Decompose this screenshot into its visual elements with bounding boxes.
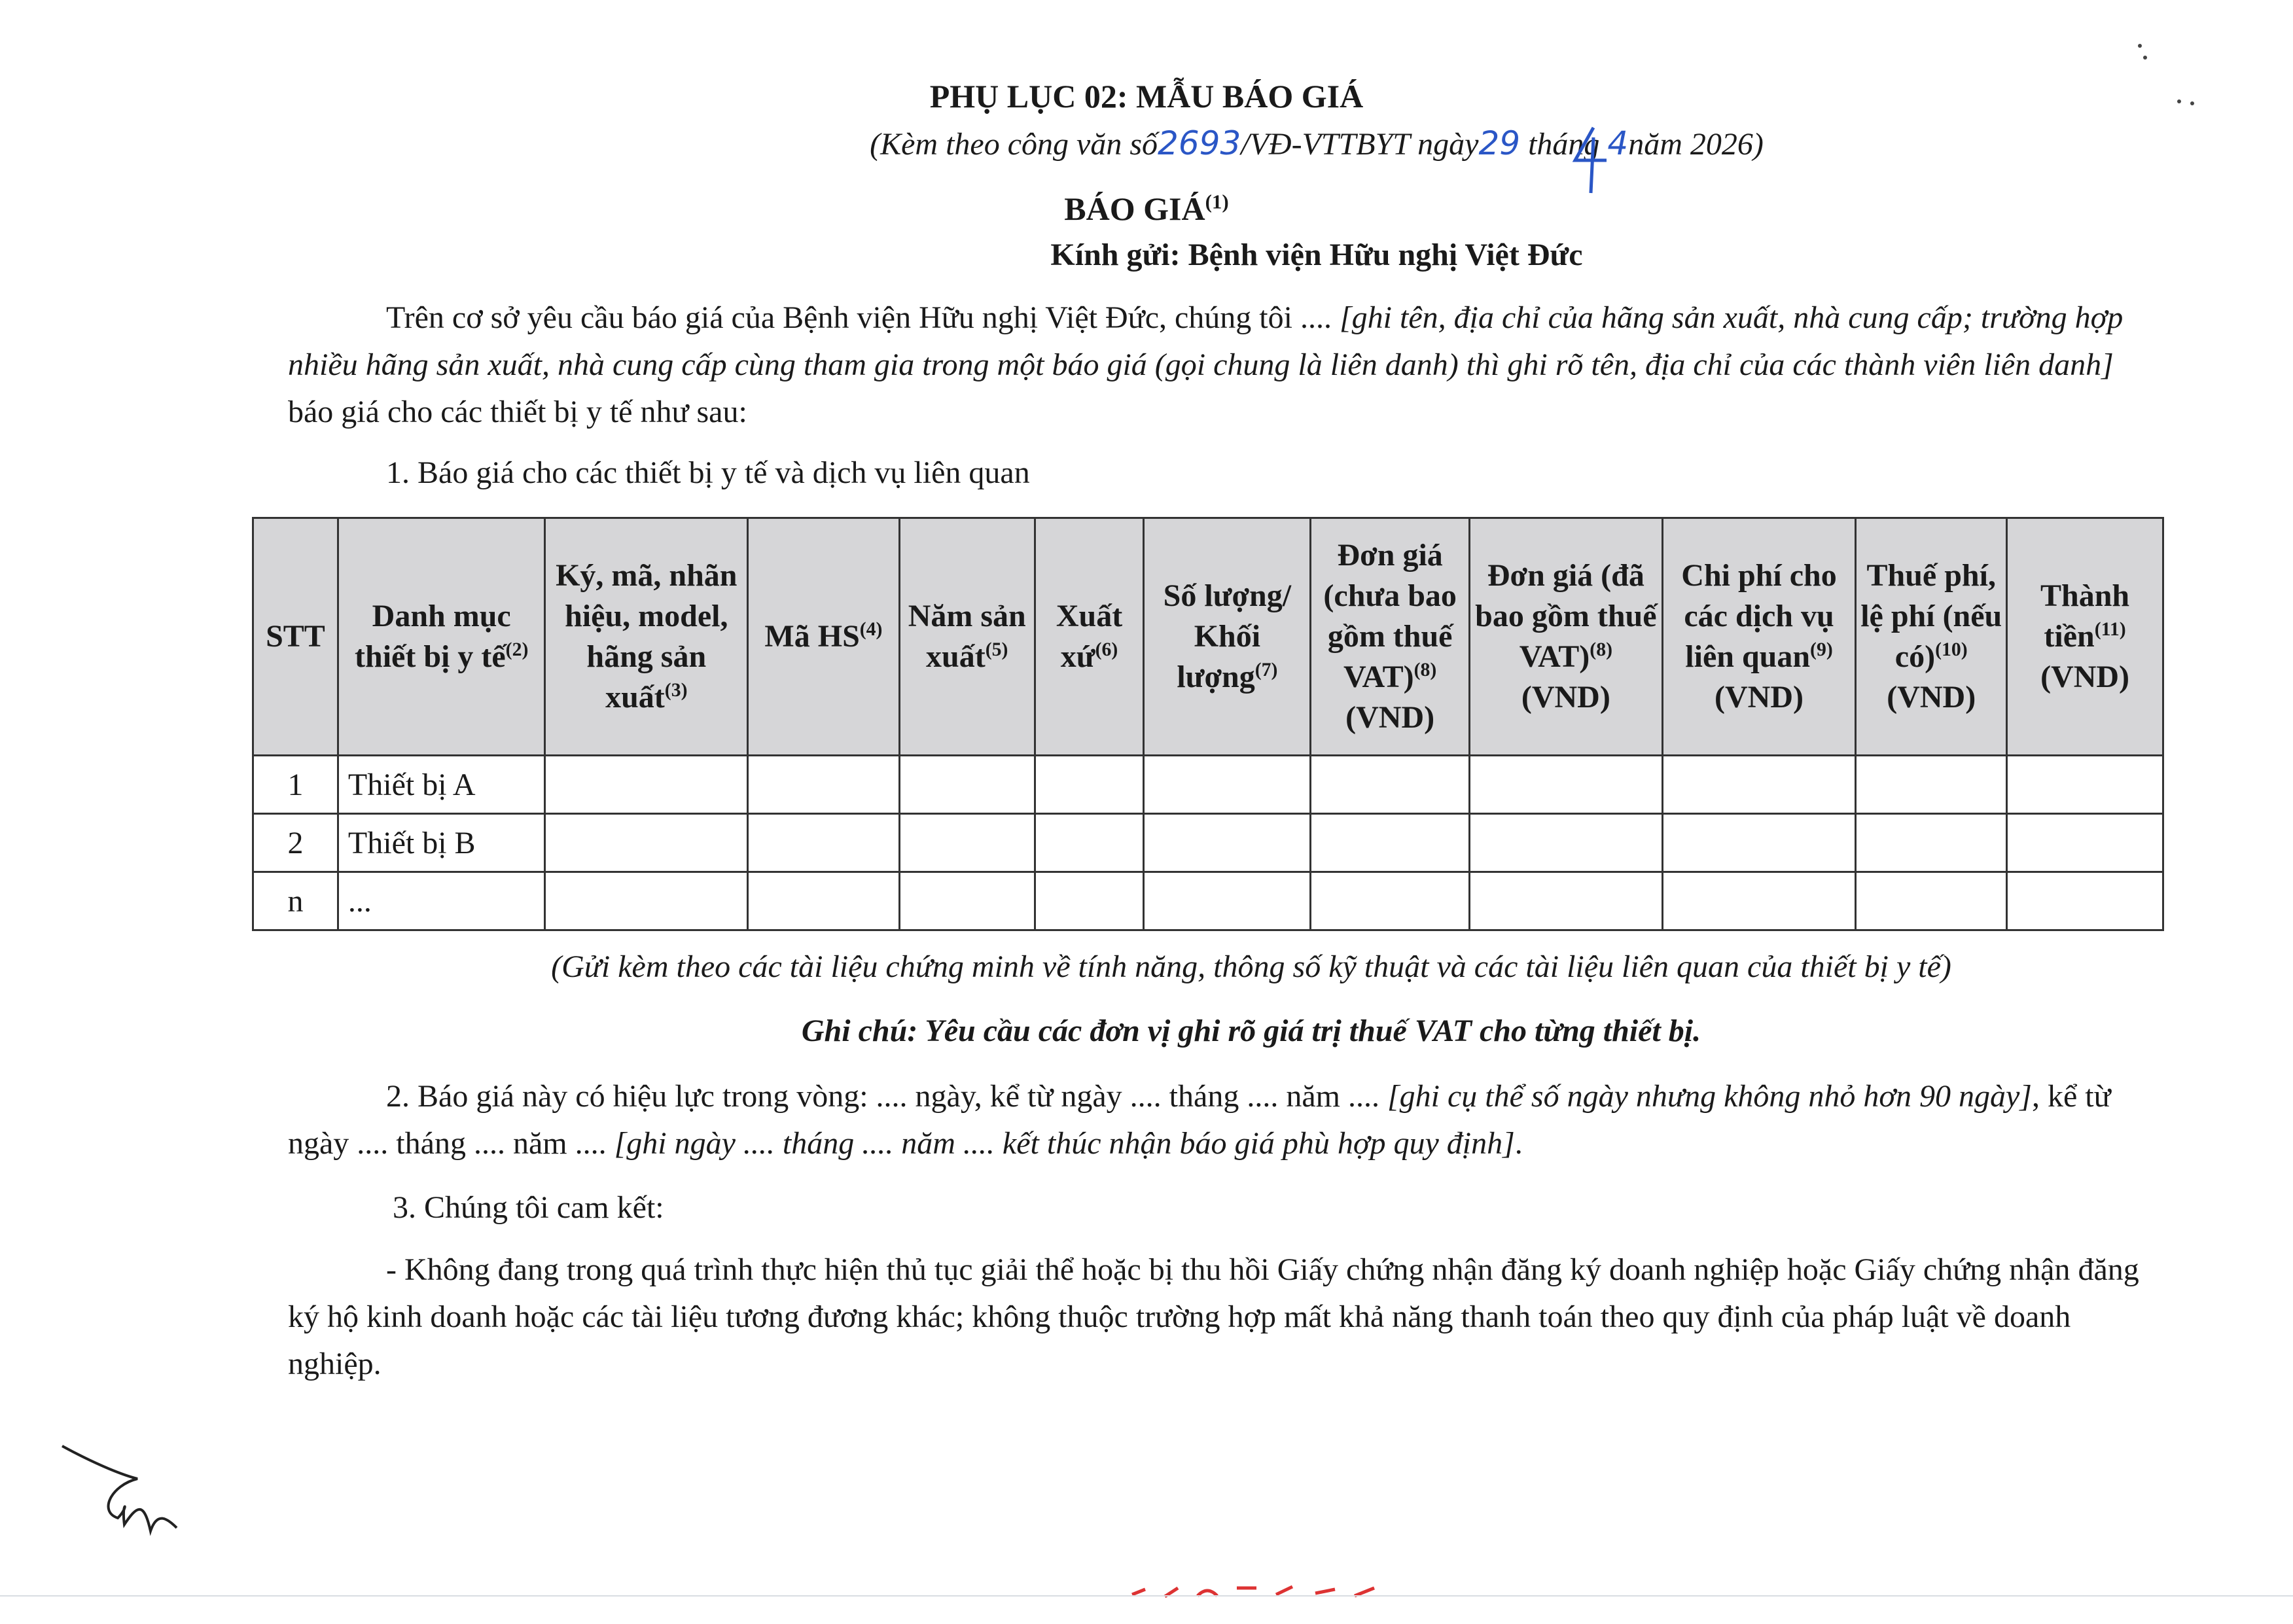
column-header: [748, 518, 900, 756]
empty-cell: [2007, 872, 2163, 930]
column-header-text: Ký, mã, nhãn hiệu, model, hãng sản xuất: [556, 558, 738, 715]
attachment-note: (Gửi kèm theo các tài liệu chứng minh về tính năng, thông số kỹ thuật và các tài liệu liên quan của thiết bị y tế): [551, 949, 1951, 984]
intro-text-1: Trên cơ sở yêu cầu báo giá của Bệnh viện Hữu nghị Việt Đức, chúng tôi ....: [386, 300, 1340, 335]
page-title: PHỤ LỤC 02: MẪU BÁO GIÁ: [929, 78, 1364, 115]
column-footnote-ref: (6): [1095, 639, 1118, 660]
empty-cell: [1311, 872, 1470, 930]
row-stt: n: [253, 872, 338, 930]
validity-text-2: , kể từ ngày .... tháng .... năm ....: [288, 1079, 2111, 1161]
empty-cell: [1311, 814, 1470, 872]
addressee: Kính gửi: Bệnh viện Hữu nghị Việt Đức: [1050, 238, 1583, 272]
handwritten-day: 29: [1478, 124, 1521, 162]
table-row: [253, 756, 2163, 814]
column-header: [1144, 518, 1311, 756]
quote-table: [252, 517, 2164, 931]
handwritten-month: 4: [1607, 124, 1629, 162]
validity-italic-1: [ghi cụ thể số ngày nhưng không nhỏ hơn 90 ngày]: [1387, 1079, 2032, 1114]
column-header-text: Năm sản xuất: [908, 599, 1026, 674]
validity-text-1: 2. Báo giá này có hiệu lực trong vòng: .... ngày, kể từ ngày .... tháng .... năm ....: [386, 1079, 1387, 1114]
column-header-text: Xuất xứ: [1056, 599, 1123, 674]
column-header: [545, 518, 748, 756]
empty-cell: [1856, 814, 2007, 872]
table-row: [253, 814, 2163, 872]
empty-cell: [1311, 756, 1470, 814]
column-header-text: Thành tiền: [2040, 578, 2130, 654]
empty-cell: [899, 756, 1035, 814]
vat-note: Ghi chú: Yêu cầu các đơn vị ghi rõ giá trị thuế VAT cho từng thiết bị.: [801, 1014, 1701, 1048]
table-header-row: [253, 518, 2163, 756]
empty-cell: [1662, 756, 1856, 814]
column-footnote-ref: (9): [1810, 639, 1833, 660]
validity-text-3: .: [1514, 1126, 1523, 1161]
empty-cell: [1662, 872, 1856, 930]
commit-heading: 3. Chúng tôi cam kết:: [393, 1190, 664, 1225]
validity-italic-2: [ghi ngày .... tháng .... năm .... kết thúc nhận báo giá phù hợp quy định]: [614, 1126, 1515, 1161]
empty-cell: [1035, 756, 1144, 814]
column-footnote-ref: (8): [1413, 659, 1437, 680]
empty-cell: [1035, 814, 1144, 872]
stamp-fragment-icon: [1126, 1580, 1387, 1600]
row-device-name: ...: [338, 872, 545, 930]
empty-cell: [748, 814, 900, 872]
subtitle-month-label: tháng: [1520, 127, 1608, 162]
column-header: [1856, 518, 2007, 756]
column-header: [253, 518, 338, 756]
table-row: [253, 872, 2163, 930]
column-header-text: Mã HS: [764, 619, 860, 654]
column-header-text: Đơn giá (chưa bao gồm thuế VAT): [1323, 538, 1457, 694]
row-device-name: Thiết bị A: [338, 756, 545, 814]
footnote-ref: (1): [1205, 190, 1229, 213]
page-bottom-edge: [0, 1595, 2293, 1597]
column-header: [1470, 518, 1663, 756]
empty-cell: [1856, 872, 2007, 930]
scan-specks: [2127, 39, 2205, 111]
column-footnote-ref: (7): [1254, 659, 1278, 680]
section-title-text: BÁO GIÁ: [1064, 190, 1205, 227]
row-device-name: Thiết bị B: [338, 814, 545, 872]
column-header: [899, 518, 1035, 756]
column-unit: (VND): [1345, 700, 1435, 735]
intro-text-2: báo giá cho các thiết bị y tế như sau:: [288, 395, 747, 429]
empty-cell: [899, 814, 1035, 872]
margin-signature-icon: [59, 1439, 183, 1538]
handwritten-month-stroke: [1567, 124, 1613, 196]
empty-cell: [1662, 814, 1856, 872]
subtitle-prefix: (Kèm theo công văn số: [870, 127, 1158, 162]
empty-cell: [748, 756, 900, 814]
empty-cell: [899, 872, 1035, 930]
section-title: [0, 190, 2293, 228]
column-unit: (VND): [1715, 680, 1804, 715]
row-stt: 2: [253, 814, 338, 872]
empty-cell: [1144, 872, 1311, 930]
empty-cell: [1470, 756, 1663, 814]
column-unit: (VND): [1521, 680, 1610, 715]
column-footnote-ref: (3): [664, 679, 688, 701]
subtitle: [170, 124, 2293, 162]
empty-cell: [545, 814, 748, 872]
column-header: [1662, 518, 1856, 756]
commit-item-1: - Không đang trong quá trình thực hiện thủ tục giải thể hoặc bị thu hồi Giấy chứng nhận đăng ký doanh nghiệp hoặc Giấy chứng nhận đăng ký hộ kinh doanh hoặc các tài liệu tương đương khác; không thuộc trường hợp mất khả năng thanh toán theo quy định của pháp luật về doanh nghiệp.: [288, 1252, 2139, 1381]
empty-cell: [1470, 814, 1663, 872]
column-header: [1311, 518, 1470, 756]
empty-cell: [2007, 756, 2163, 814]
column-footnote-ref: (11): [2094, 618, 2126, 640]
column-header-text: Số lượng/ Khối lượng: [1163, 578, 1292, 694]
empty-cell: [1856, 756, 2007, 814]
column-header-text: Đơn giá (đã bao gồm thuế VAT): [1475, 558, 1657, 674]
empty-cell: [1144, 814, 1311, 872]
empty-cell: [545, 872, 748, 930]
subtitle-suffix: năm 2026): [1628, 127, 1764, 162]
column-header-text: Thuế phí, lệ phí (nếu có): [1860, 558, 2002, 674]
column-header: [2007, 518, 2163, 756]
subtitle-mid: /VĐ-VTTBYT ngày: [1241, 127, 1479, 162]
empty-cell: [545, 756, 748, 814]
row-stt: 1: [253, 756, 338, 814]
column-footnote-ref: (5): [985, 639, 1008, 660]
column-header: [1035, 518, 1144, 756]
column-footnote-ref: (10): [1935, 639, 1968, 660]
section-1-heading: 1. Báo giá cho các thiết bị y tế và dịch vụ liên quan: [386, 455, 1030, 490]
empty-cell: [1470, 872, 1663, 930]
handwritten-doc-number: 2693: [1158, 124, 1241, 162]
column-footnote-ref: (2): [505, 639, 529, 660]
intro-italic: [ghi tên, địa chỉ của hãng sản xuất, nhà cung cấp; trường hợp nhiều hãng sản xuất, nhà cung cấp cùng tham gia trong một báo giá (gọi chung là liên danh) thì ghi rõ tên, địa chỉ của các thành viên liên danh]: [288, 300, 2124, 382]
intro-paragraph: [288, 294, 2160, 436]
column-header-text: STT: [266, 619, 325, 654]
column-header-text: Danh mục thiết bị y tế: [355, 599, 511, 674]
column-unit: (VND): [2040, 660, 2130, 694]
column-footnote-ref: (4): [859, 618, 883, 640]
column-header-text: Chi phí cho các dịch vụ liên quan: [1681, 558, 1837, 674]
column-unit: (VND): [1887, 680, 1976, 715]
column-header: [338, 518, 545, 756]
empty-cell: [1035, 872, 1144, 930]
empty-cell: [1144, 756, 1311, 814]
empty-cell: [748, 872, 900, 930]
empty-cell: [2007, 814, 2163, 872]
column-footnote-ref: (8): [1590, 639, 1612, 660]
validity-paragraph: [288, 1073, 2160, 1167]
